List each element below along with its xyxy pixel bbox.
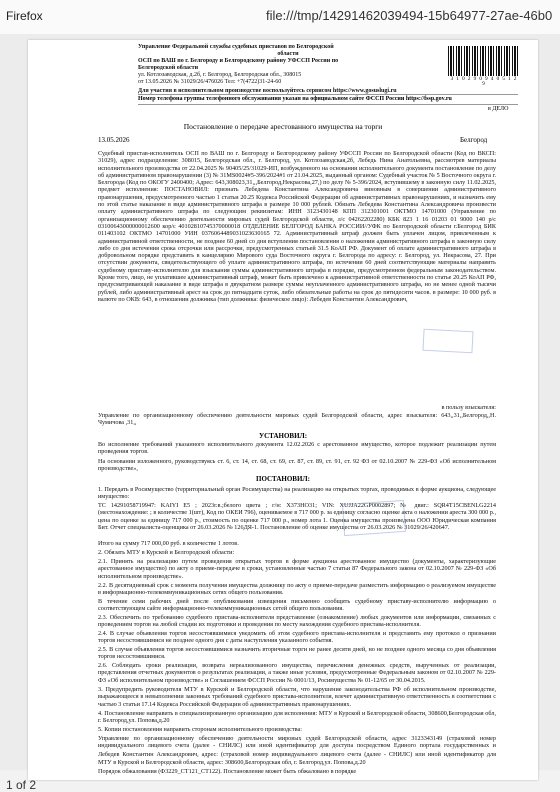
resolution-item: 5. Копии постановления направить сторонам исполнительного производства: xyxy=(98,726,302,733)
legal-basis: На основании изложенного, руководствуясь ст. 6, ст. 14, ст. 68, ст. 69, ст. 87, ст. 89, ст. 91, ст. 92 ФЗ от 02.10.2007 № 229-ФЗ «Об исполнительном производстве», xyxy=(98,458,496,473)
document-title: Постановление о передаче арестованного имущества на торги xyxy=(183,122,383,131)
payee-label: в пользу взыскателя: xyxy=(441,404,496,411)
resolution-item: Управление по организационному обеспечению деятельности мировых судей Белгородской области, адрес 3123343149 (страховой номер индивидуального лицевого счета (далее - СНИЛС) или иной идентификатор для доступа посредством Единого портала государственных и xyxy=(98,735,496,750)
case-tag: в ДЕЛО xyxy=(488,106,509,112)
app-name: Firefox xyxy=(6,9,43,23)
document-date: 13.05.2026 xyxy=(98,136,130,144)
barcode-image xyxy=(448,46,520,76)
resolution-item: 2.6. Соблюдать сроки реализации, возврата нереализованного имущества, перечисления денежных средств, вырученных от реализации, представления отчетных документов о результатах реализации, а также иные условия, предусмотренные Федеральным законом от 02.10.2007 № 229-ФЗ «Об исполнительном производстве» и Соглашением ФССП России № 0001/13, Росимущества № 01-12/65 от 30.04.2015. xyxy=(98,662,496,684)
pdf-page xyxy=(28,40,538,780)
header-line: области xyxy=(277,51,299,57)
established-heading: УСТАНОВИЛ: xyxy=(258,432,308,440)
resolution-item: ТС 14291058719947: KAIYI E5 ; 2023г.в.;белого цвета ; г/н: X373НО31; VIN: XUJJA22GP0002897; № двиг.: SQR4T15CBENLG2214 (местонахождение: ; в количестве 1(шт), Код по ОКЕИ 796), оцениваемое в 717 000 р. за единицу согласно оценке акта о наложении ареста 300 000 р., цена по оценке за единицу 717 000 р., стоимость по оценке 717 000 р., номер лота 1. Оценка имущества произведена ООО Юридическая компания Бит. Отчет специалиста-оценщика от 26.03.2026 № 126ДЯ-1. Постановление об оценке имущества от 26.03.2026 № 31029/26/420647. xyxy=(98,502,496,531)
resolution-item: 2.1. Принять на реализацию путем проведения открытых торгов в форме аукциона арестованное имущество (документы, характеризующие арестованное имущество) по акту о приеме-передаче в сроки, установленные частью 7 статьи 87 Федерального закона от 02.10.2007 № 229-ФЗ «Об исполнительном производстве». xyxy=(98,558,496,580)
browser-titlebar xyxy=(0,0,560,35)
established-text: Во исполнение требований указанного исполнительного документа 12.02.2026 с арестованное имущество, которое подлежит реализации путем проведения торгов. xyxy=(98,441,496,456)
resolution-item: Порядок обжалования (Ф3229_СТ121_СТ122). Постановление может быть обжаловано в порядке xyxy=(98,768,357,775)
resolution-item: 2.3. Обеспечить по требованию судебного пристава-исполнителя представление (ознакомление) любых документов или информации, связанных с проведением торгов на любой стадии их подготовки и проведения по месту нахождения судебного пристава-исполнителя. xyxy=(98,614,496,629)
resolution-item: 4. Постановление направить в специализированную организацию для исполнения: МТУ в Курской и Белгородской области, 308600,Белгородская обл, г. Белгород,ул. Попова,д.20 xyxy=(98,710,496,725)
stamp-mark xyxy=(422,329,473,354)
resolution-item: 3. Предупредить руководителя МТУ в Курской и Белгородской области, что нарушение законодательства РФ об исполнительном производстве, выражающееся в невыполнении законных требований судебного пристава-исполнителя, влечет административную ответственность в соответствии с частью 3 статьи 17.14 Кодекса Российской Федерации об административных правонарушениях. xyxy=(98,686,496,708)
service-note: Для участия в исполнительном производстве воспользуйтесь сервисом https://www.gosuslugi.ru xyxy=(138,88,397,94)
intro-paragraph: Судебный пристав-исполнитель ОСП по ВАШ по г. Белгороду и Белгородскому району УФССП России по Белгородской области (Код по ВКСП: 31029), адрес подразделения: 308015, Белгородская обл., г. Белгород, ул. Котлозаводская,2б, Лебедь Нина Анатольевна, рассмотрев материалы исполнительного производства от 22.04.2025 № 90405/25/31029-ИП, возбужденного на основании исполнительного документа постановление по делу об административном правонарушении (3) № 31MS0024#5-396/2024#1 от 21.04.2025, выданный органом: Судебный участок № 5 Восточного округа г. Белгорода (Код по ОКОГУ 2400400; Адрес: 643,308023,31,,,Белгород,Некрасова,27,) по делу № 5-396/2024, вступившему в законную силу 11.02.2025, предмет исполнения: ПОСТАНОВИЛ: признать Лебедева Константина Александровича виновным в совершении административного правонарушения, предусмотренного частью 1 статьи 20.25 Кодекса Российской Федерации об административных правонарушениях, и назначить ему по этой статье наказание в виде административного штрафа в размере 10 000 рублей. Обязать Лебедева Константина Александровича произвести оплату административного штрафа по следующим реквизитам: ИНН 3123430148 КПП 312301001 ОКТМО 14701000 (Управление по организационному обеспечению деятельности мировых судей Белгородской области, л/с 04262202280) КБК 823 1 16 01203 01 9000 140 р/с 03100643000000012600 кор/с 40102810745370000018 ОТДЕЛЕНИЕ БЕЛГОРОД БАНКА РОССИИ//УФК по Белгородской области г.Белгород БИК 011403102 ОКТМО 14701000 УИН 0376064489031023630165 72. Административный штраф должен быть уплачен лицом, привлеченным к административной ответственности, не позднее 60 дней со дня вступления постановления о наложении административного штрафа в законную силу либо со дня истечения срока отсрочки или рассрочки, предусмотренных статьей 31.5 КоАП РФ. Документ об оплате административного штрафа в добровольном порядке представить в канцелярию Мирового суда Восточного округа г. Белгорода по адресу: г. Белгород, ул. Некрасова, 27. При отсутствии документа, свидетельствующего об уплате административного штрафа, по истечении 60 дней соответствующие материалы направить судебному приставу-исполнителю для взыскания суммы административного штрафа в порядке, предусмотренном федеральным законодательством. Кроме того, лицо, не уплатившее административный штраф, может быть привлечено к административной ответственности по статье 20.25 КоАП РФ, предусматривающей наказание в виде штрафа в двукратном размере суммы неуплаченного административного штрафа, но не менее одной тысячи рублей, либо административный арест на срок до пятнадцати суток, либо обязательные работы на срок до пятидесяти часов. в размере: 10 000 руб. в валюте по ОКВ: 643, в отношении должника (тип должника: физическое лицо): Лебедев Константин Александрович, xyxy=(98,150,496,303)
resolution-item: 2.5. В случае объявления торгов несостоявшимися назначить вторичные торги не ранее десяти дней, но не позднее одного месяца со дня объявления торгов несостоявшимися. xyxy=(98,646,496,661)
bank-note: Номер телефона группы телефонного обслуживания указан на официальном сайте ФССП России https://fssp.gov.ru xyxy=(138,94,518,105)
resolution-item: 1. Передать в Росимущество (территориальный орган Росимущества) на реализацию на открытых торгах, проводимых в форме аукциона, следующее имущество: xyxy=(98,486,496,501)
resolution-item: МТУ в Курской и Белгородской области, адрес: 308600,Белгородская обл, г. Белгород,ул. Попова,д.20 xyxy=(98,759,366,766)
header-block xyxy=(138,44,438,95)
header-line: ул. Котлозаводская, д.2б, г. Белгород, Белгородская обл., 308015 xyxy=(138,72,302,78)
resolution-item: 2.2. В десятидневный срок с момента получения имущества должнику по акту о приеме-передаче разместить информацию о реализуемом имуществе в информационно-телекоммуникационных сетях общего пользования. xyxy=(98,582,496,597)
page-indicator: 1 of 2 xyxy=(6,778,37,792)
header-line: Белгородской области xyxy=(138,65,199,71)
pdf-viewer[interactable] xyxy=(0,34,560,792)
address-bar[interactable]: file:///tmp/14291462039494-15b64977-27ae-46b0 xyxy=(266,8,553,23)
resolution-item: 2. Обязать МТУ в Курской и Белгородской области: xyxy=(98,549,235,556)
resolution-item: Лебедев Константин Александрович, адрес: (страховой номер индивидуального лицевого счета (далее - СНИЛС) или иной идентификатор для xyxy=(98,751,496,758)
header-line: ОСП по ВАШ по г. Белгороду и Белгородскому району УФССП России по xyxy=(138,58,339,64)
resolution-item: 2.4. В случае объявления торгов несостоявшимися уведомить об этом судебного пристава-исполнителя и представить ему протокол о признании торгов несостоявшимися не позднее одного дня с даты наступления указанного события. xyxy=(98,630,496,645)
barcode-number: 3 1 0 2 9 0 9 4 0 5 1 2 9 xyxy=(450,77,518,87)
resolution-item: В течение семи рабочих дней после опубликования извещения письменно сообщить судебному приставу-исполнителю информацию о соответствующем сайте информационно-телекоммуникационных сетей общего пользования. xyxy=(98,598,496,613)
resolution-item: Итого на сумму 717 000,00 руб. в количестве 1 лотов. xyxy=(98,540,239,547)
header-line: Управление Федеральной службы судебных приставов по Белгородской xyxy=(138,44,334,50)
stamp-mark xyxy=(342,500,406,536)
document-city: Белгород xyxy=(460,136,488,144)
payee-text: Управление по организационному обеспечению деятельности мировых судей Белгородской области, адрес взыскателя: 643,,31,,Белгород,,Н. Чумичова ,31,, xyxy=(98,412,496,427)
header-line: от 13.05.2026 № 31029/26/476026 Тел: +7(4722)31-24-60 xyxy=(138,79,282,85)
resolved-heading: ПОСТАНОВИЛ: xyxy=(256,475,310,483)
